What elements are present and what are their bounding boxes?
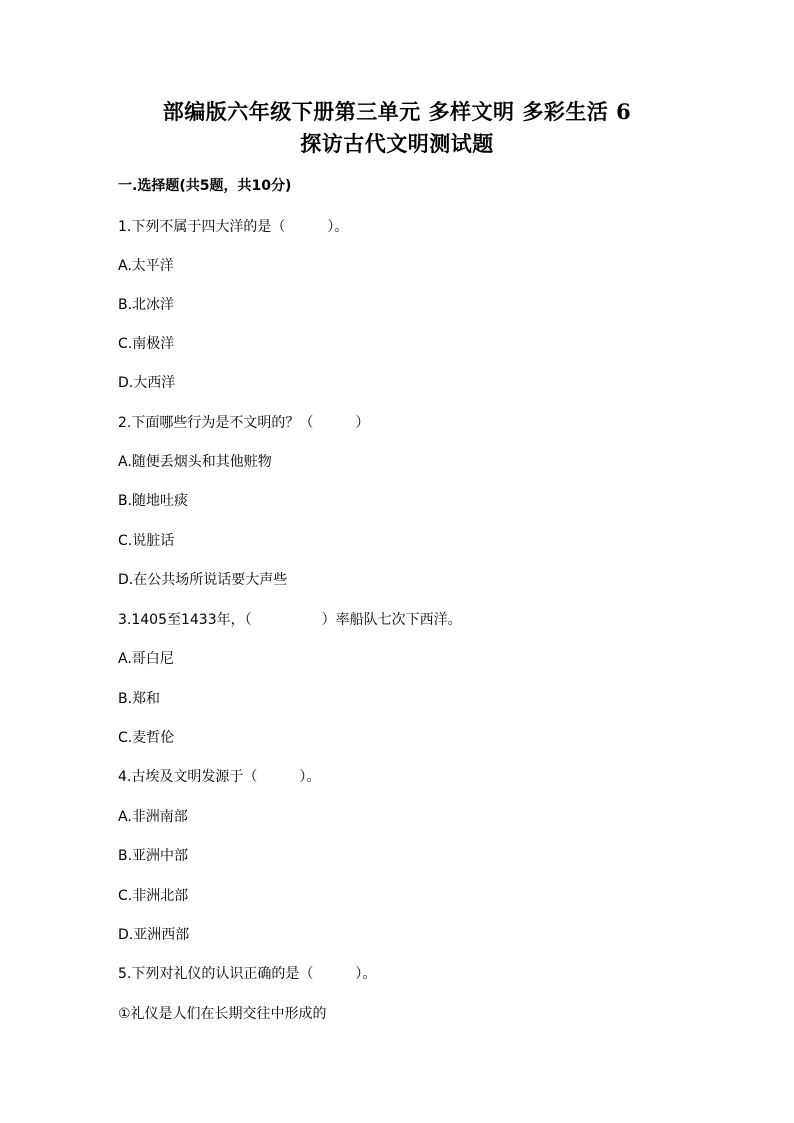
- question-2-option-a: A.随便丢烟头和其他赃物: [118, 454, 272, 470]
- question-4-option-d: D.亚洲西部: [118, 927, 190, 943]
- question-3-option-a: A.哥白尼: [118, 651, 174, 667]
- question-1-stem: 1.下列不属于四大洋的是（ ）。: [118, 219, 349, 235]
- question-4-option-b: B.亚洲中部: [118, 848, 189, 864]
- question-2-option-b: B.随地吐痰: [118, 493, 189, 509]
- question-4-stem: 4.古埃及文明发源于（ ）。: [118, 769, 321, 785]
- document-title-line-2: 探访古代文明测试题: [300, 131, 494, 156]
- question-1-option-d: D.大西洋: [118, 375, 176, 391]
- document-title-line-1: 部编版六年级下册第三单元 多样文明 多彩生活 6: [162, 99, 632, 124]
- question-2-stem: 2.下面哪些行为是不文明的？（ ）: [118, 415, 370, 431]
- question-4-option-a: A.非洲南部: [118, 809, 188, 825]
- question-1-option-a: A.太平洋: [118, 258, 174, 274]
- question-1-option-b: B.北冰洋: [118, 297, 175, 313]
- question-3-option-b: B.郑和: [118, 691, 161, 707]
- section-heading: 一.选择题(共5题，共10分): [118, 178, 292, 194]
- question-5-stem: 5.下列对礼仪的认识正确的是（ ）。: [118, 966, 377, 982]
- question-5-statement-1: ①礼仪是人们在长期交往中形成的: [118, 1006, 327, 1022]
- question-1-option-c: C.南极洋: [118, 336, 175, 352]
- question-4-option-c: C.非洲北部: [118, 888, 189, 904]
- question-3-option-c: C.麦哲伦: [118, 730, 175, 746]
- question-2-option-d: D.在公共场所说话要大声些: [118, 572, 288, 588]
- question-2-option-c: C.说脏话: [118, 533, 175, 549]
- question-3-stem: 3.1405至1433年，（ ）率船队七次下西洋。: [118, 612, 462, 628]
